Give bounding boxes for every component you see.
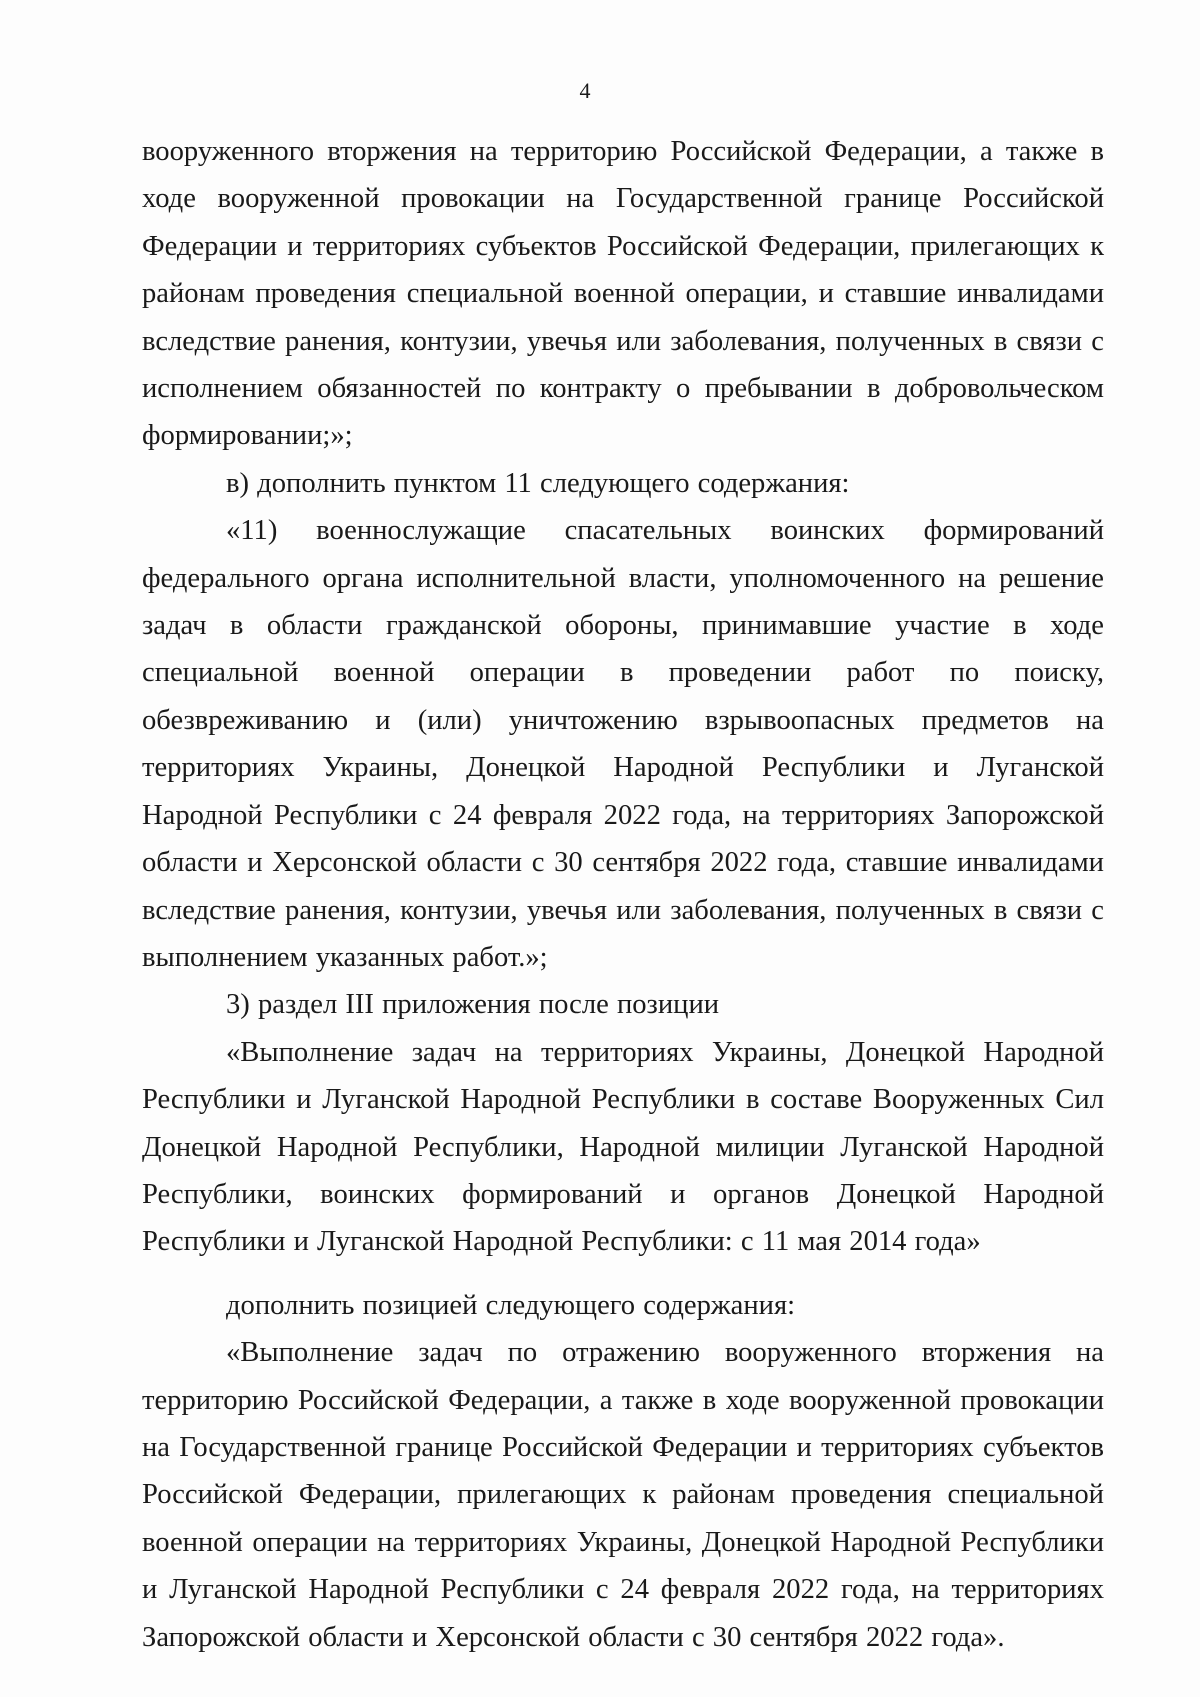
page-number: 4 [579,78,591,103]
paragraph-amendment-3: 3) раздел III приложения после позиции [226,989,720,1021]
paragraph-item-11: «11) военнослужащие спасательных воинских формирований федерального органа исполнительной власти, уполномоченного на решение задач в области гражданской обороны, принимавшие участие в ходе специальной военной операции в проведении работ по поиску, обезвреживанию и (или) уничтожению взрывоопасных предметов на территориях Украины, Донецкой Народной Республики и Луганской Народной Республики с 24 февраля 2022 года, на территориях Запорожской области и Херсонской области с 30 сентября 2022 года, ставшие инвалидами вследствие ранения, контузии, увечья или заболевания, полученных в связи с выполнением указанных работ.»; [142,515,1104,973]
paragraph-add-position: дополнить позицией следующего содержания: [226,1289,796,1321]
paragraph-new-position: «Выполнение задач по отражению вооруженного вторжения на территорию Российской Федерации, а также в ходе вооруженной провокации на Государственной границе Российской Федерации и территориях субъектов Российской Федерации, прилегающих к районам проведения специальной военной операции на территориях Украины, Донецкой Народной Республики и Луганской Народной Республики с 24 февраля 2022 года, на территориях Запорожской области и Херсонской области с 30 сентября 2022 года». [142,1337,1104,1653]
paragraph-quoted-position: «Выполнение задач на территориях Украины, Донецкой Народной Республики и Луганской Народной Республики в составе Вооруженных Сил Донецкой Народной Республики, Народной милиции Луганской Народной Республики, воинских формирований и органов Донецкой Народной Республики и Луганской Народной Республики: с 11 мая 2014 года» [142,1036,1104,1258]
paragraph-amendment-v: в) дополнить пунктом 11 следующего содержания: [226,467,850,499]
document-body [142,128,1104,1661]
paragraph-continuation: вооруженного вторжения на территорию Российской Федерации, а также в ходе вооруженной провокации на Государственной границе Российской Федерации и территориях субъектов Российской Федерации, прилегающих к районам проведения специальной военной операции, и ставшие инвалидами вследствие ранения, контузии, увечья или заболевания, полученных в связи с исполнением обязанностей по контракту о пребывании в добровольческом формировании;»; [142,136,1104,452]
